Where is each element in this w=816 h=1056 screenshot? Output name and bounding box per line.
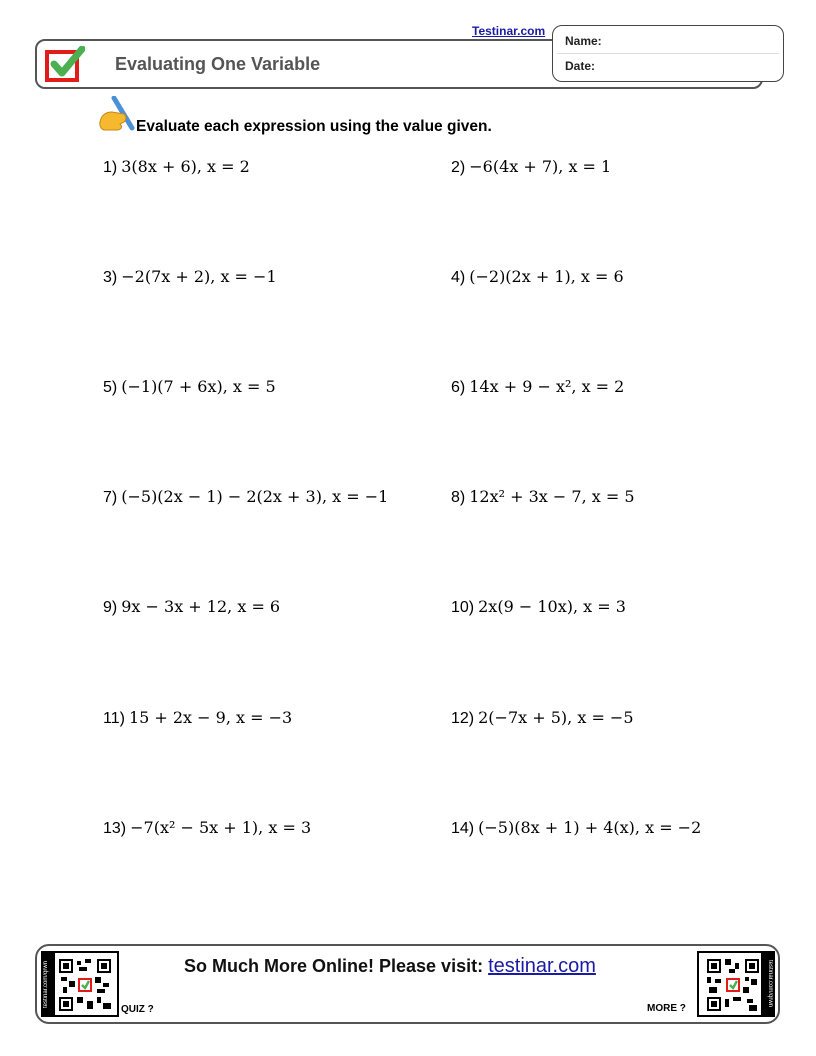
problem-number: 14) xyxy=(451,820,475,837)
problem-2 xyxy=(451,157,611,177)
date-label: Date: xyxy=(565,59,596,73)
problem-expression: 12x² + 3x − 7, x = 5 xyxy=(469,487,635,506)
problem-expression: −7(x² − 5x + 1), x = 3 xyxy=(130,818,312,837)
name-date-box xyxy=(552,25,784,82)
problem-expression: (−5)(2x − 1) − 2(2x + 3), x = −1 xyxy=(121,487,389,506)
quiz-label: QUIZ ? xyxy=(121,1004,154,1015)
checkbox-check-icon xyxy=(45,46,85,82)
problem-number: 3) xyxy=(103,269,118,286)
pencil-hand-icon xyxy=(98,96,138,134)
qr-side-text: testinar.com/qrwn xyxy=(43,953,55,1015)
problem-7 xyxy=(103,487,388,507)
problem-number: 8) xyxy=(451,489,466,506)
problem-number: 13) xyxy=(103,820,127,837)
problem-8 xyxy=(451,487,635,507)
problem-9 xyxy=(103,597,280,617)
problem-expression: 14x + 9 − x², x = 2 xyxy=(469,377,625,396)
problem-13 xyxy=(103,818,311,838)
problem-expression: (−2)(2x + 1), x = 6 xyxy=(469,267,624,286)
quiz-qr-code[interactable] xyxy=(41,951,119,1017)
problem-expression: −2(7x + 2), x = −1 xyxy=(121,267,277,286)
problem-number: 4) xyxy=(451,269,466,286)
site-link[interactable]: Testinar.com xyxy=(472,24,546,38)
problem-expression: (−1)(7 + 6x), x = 5 xyxy=(121,377,276,396)
problem-number: 12) xyxy=(451,710,475,727)
problem-expression: (−5)(8x + 1) + 4(x), x = −2 xyxy=(478,818,702,837)
problem-number: 9) xyxy=(103,599,118,616)
divider xyxy=(557,53,779,54)
problem-number: 5) xyxy=(103,379,118,396)
problem-number: 10) xyxy=(451,599,475,616)
problem-expression: 3(8x + 6), x = 2 xyxy=(121,157,250,176)
more-qr-code[interactable] xyxy=(697,951,775,1017)
problem-1 xyxy=(103,157,250,177)
problem-12 xyxy=(451,708,634,728)
problem-number: 6) xyxy=(451,379,466,396)
more-label: MORE ? xyxy=(647,1003,686,1014)
problem-expression: 2x(9 − 10x), x = 3 xyxy=(478,597,626,616)
page-title: Evaluating One Variable xyxy=(115,54,321,74)
problem-14 xyxy=(451,818,701,838)
instruction-text: Evaluate each expression using the value given. xyxy=(136,118,492,135)
problem-11 xyxy=(103,708,292,728)
footer-message xyxy=(184,955,596,978)
problem-6 xyxy=(451,377,624,397)
problem-expression: 2(−7x + 5), x = −5 xyxy=(478,708,634,727)
problem-number: 2) xyxy=(451,159,466,176)
problem-10 xyxy=(451,597,626,617)
footer-text: So Much More Online! Please visit: xyxy=(184,956,489,976)
qr-side-text: testinar.com/qrwn xyxy=(761,953,773,1015)
problem-4 xyxy=(451,267,624,287)
problem-3 xyxy=(103,267,277,287)
problem-number: 1) xyxy=(103,159,118,176)
problem-number: 11) xyxy=(103,710,125,727)
problem-expression: −6(4x + 7), x = 1 xyxy=(469,157,612,176)
name-label: Name: xyxy=(565,34,602,48)
problem-5 xyxy=(103,377,276,397)
problem-expression: 9x − 3x + 12, x = 6 xyxy=(121,597,281,616)
qr-code-icon xyxy=(707,959,759,1011)
problem-expression: 15 + 2x − 9, x = −3 xyxy=(128,708,293,727)
qr-code-icon xyxy=(59,959,111,1011)
footer-link[interactable]: testinar.com xyxy=(488,955,596,977)
problem-number: 7) xyxy=(103,489,118,506)
